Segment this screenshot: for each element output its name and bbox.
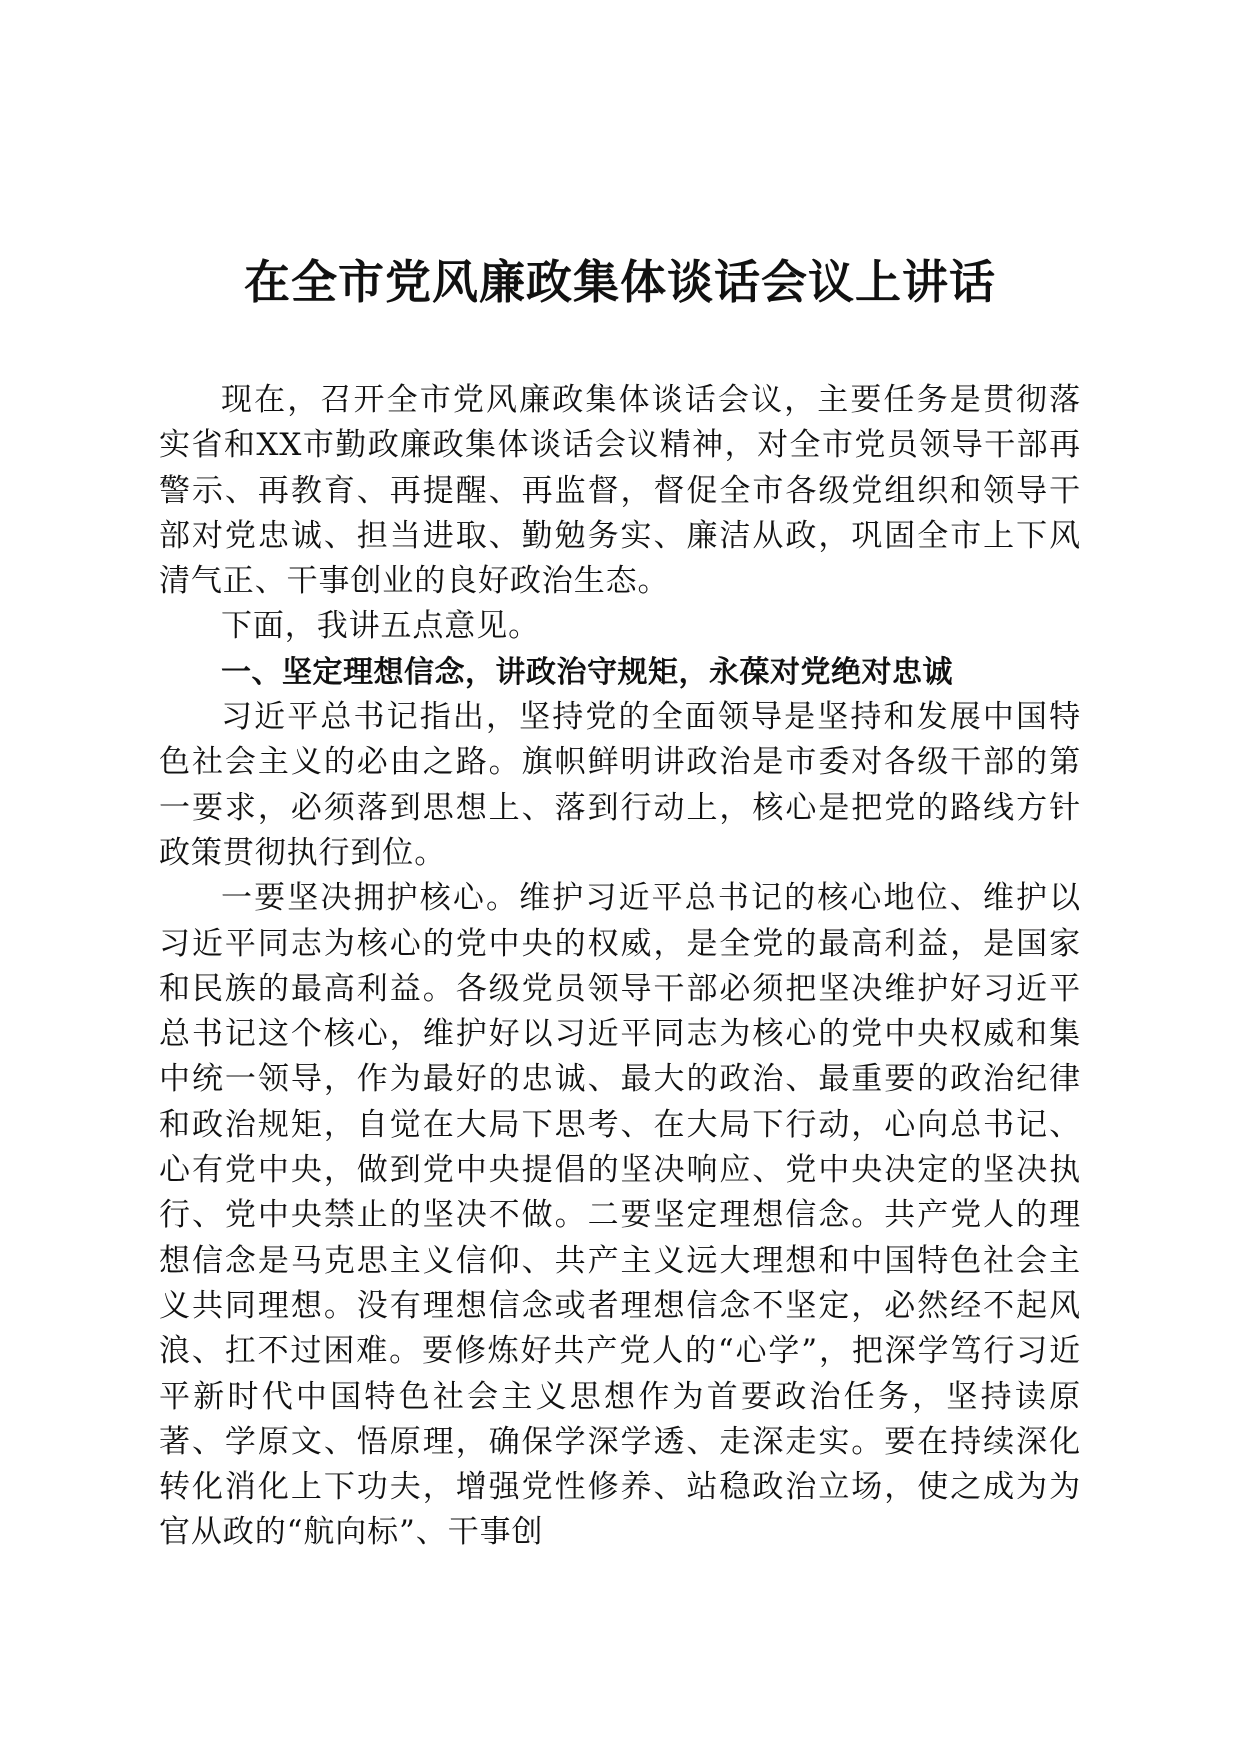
intro-paragraph: 现在，召开全市党风廉政集体谈话会议，主要任务是贯彻落实省和XX市勤政廉政集体谈话会议精神，对全市党员领导干部再警示、再教育、再提醒、再监督，督促全市各级党组织和领导干部对党忠诚、担当进取、勤勉务实、廉洁从政，巩固全市上下风清气正、干事创业的良好政治生态。: [159, 382, 1081, 600]
document-title: 在全市党风廉政集体谈话会议上讲话: [244, 255, 996, 309]
document-body: [159, 378, 1081, 1556]
outline-paragraph: 下面，我讲五点意见。: [221, 608, 540, 645]
section-1-intro-paragraph: 习近平总书记指出，坚持党的全面领导是坚持和发展中国特色社会主义的必由之路。旗帜鲜明讲政治是市委对各级干部的第一要求，必须落到思想上、落到行动上，核心是把党的路线方针政策贯彻执行到位。: [159, 699, 1081, 871]
section-heading-1: 一、坚定理想信念，讲政治守规矩，永葆对党绝对忠诚: [221, 654, 953, 690]
section-1-body-paragraph: 一要坚决拥护核心。维护习近平总书记的核心地位、维护以习近平同志为核心的党中央的权威，是全党的最高利益，是国家和民族的最高利益。各级党员领导干部必须把坚决维护好习近平总书记这个核心，维护好以习近平同志为核心的党中央权威和集中统一领导，作为最好的忠诚、最大的政治、最重要的政治纪律和政治规矩，自觉在大局下思考、在大局下行动，心向总书记、心有党中央，做到党中央提倡的坚决响应、党中央决定的坚决执行、党中央禁止的坚决不做。二要坚定理想信念。共产党人的理想信念是马克思主义信仰、共产主义远大理想和中国特色社会主义共同理想。没有理想信念或者理想信念不坚定，必然经不起风浪、扛不过困难。要修炼好共产党人的“心学”，把深学笃行习近平新时代中国特色社会主义思想作为首要政治任务，坚持读原著、学原文、悟原理，确保学深学透、走深走实。要在持续深化转化消化上下功夫，增强党性修养、站稳政治立场，使之成为为官从政的“航向标”、干事创: [159, 880, 1081, 1551]
